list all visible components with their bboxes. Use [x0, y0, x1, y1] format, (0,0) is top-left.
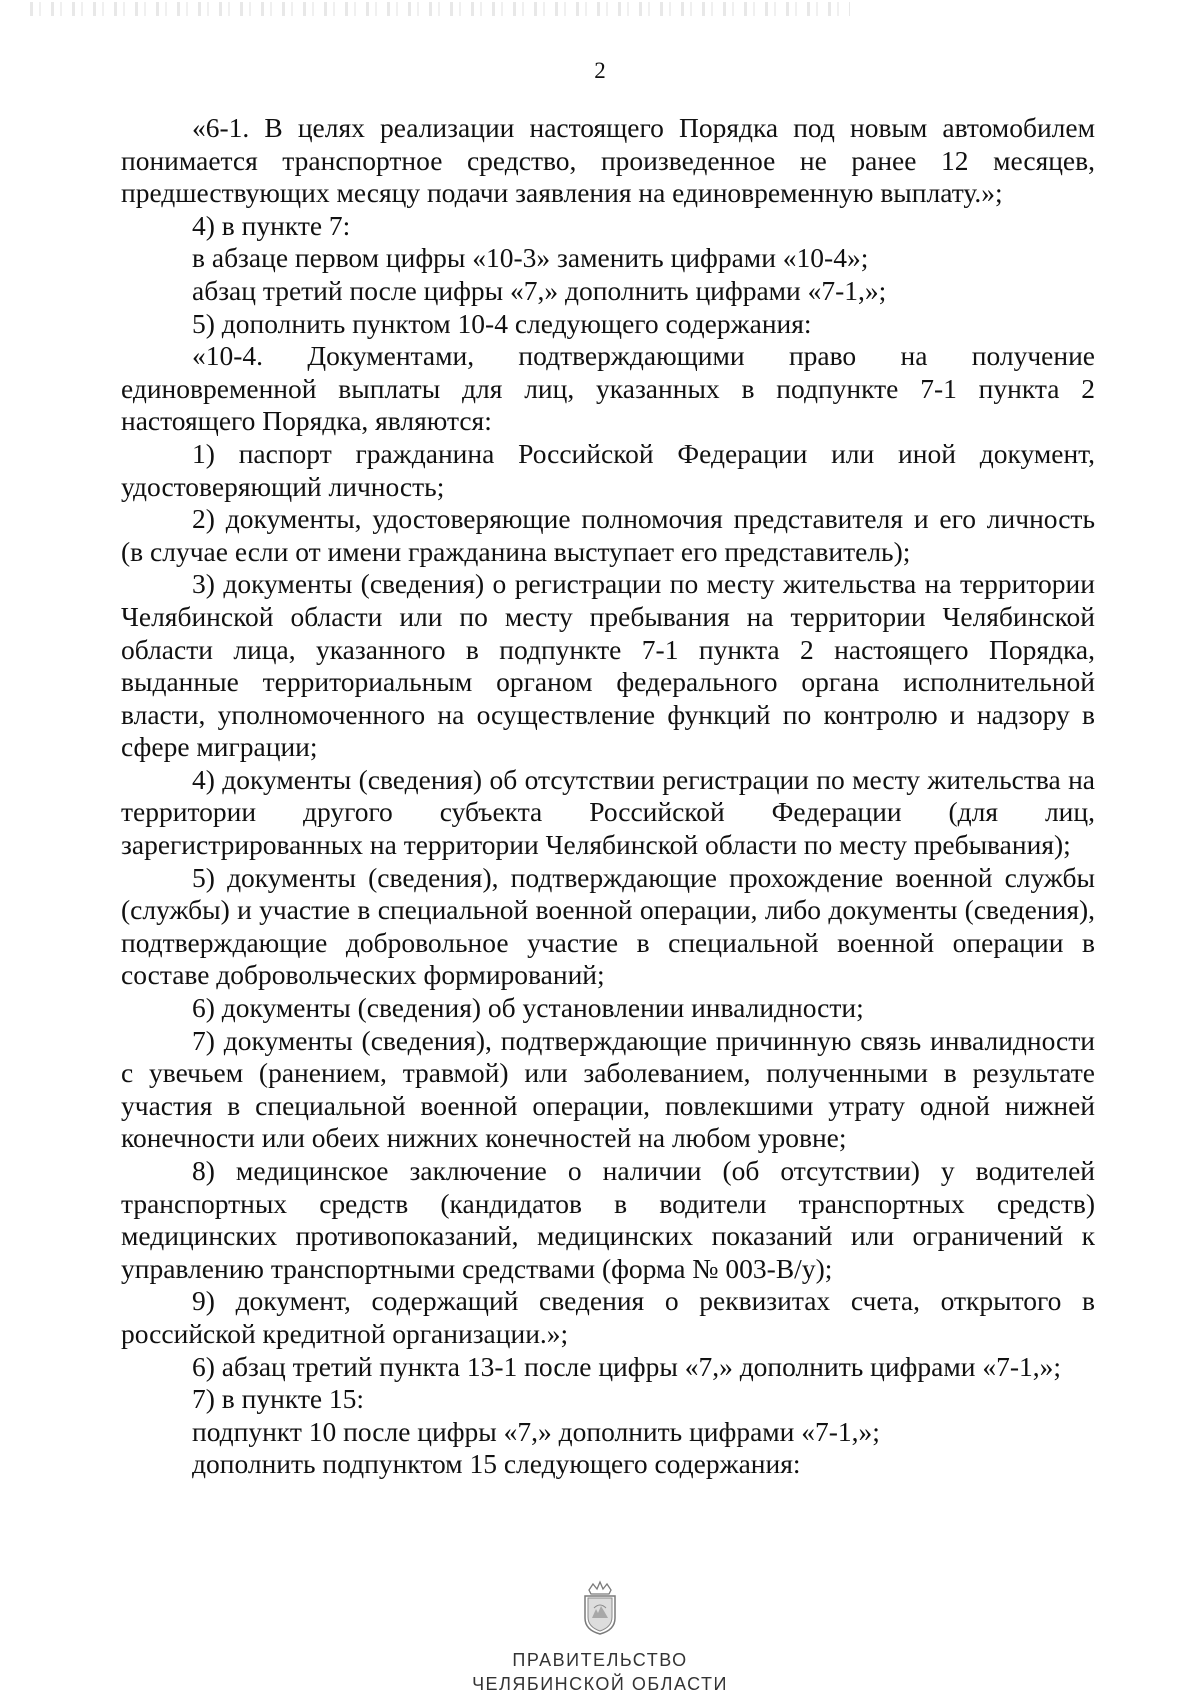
paragraph: 7) в пункте 15: — [192, 1383, 365, 1415]
paragraph: 2) документы, удостоверяющие полномочия представителя и его личность (в случае если от имени гражданина выступает его представитель); — [121, 503, 1095, 567]
coat-of-arms-icon — [575, 1578, 625, 1636]
paragraph: 1) паспорт гражданина Российской Федерации или иной документ, удостоверяющий личность; — [121, 437, 1095, 502]
paragraph: подпункт 10 после цифры «7,» дополнить цифрами «7-1,»; — [192, 1415, 880, 1447]
government-name-line1: ПРАВИТЕЛЬСТВО — [512, 1650, 688, 1670]
document-body — [121, 112, 1095, 1481]
page-number: 2 — [594, 58, 606, 83]
government-stamp — [0, 1578, 1200, 1696]
paragraph: 3) документы (сведения) о регистрации по месту жительства на территории Челябинской области или по месту пребывания на территории Челябинской области лица, указанного в подпункте 7-1 пункта 2 настоящего Порядка, выданные территориальным органом федерального органа исполнительной власти, уполномоченного на осуществление функций по контролю и надзору в сфере миграции; — [121, 568, 1095, 763]
paragraph: 8) медицинское заключение о наличии (об отсутствии) у водителей транспортных средств (кандидатов в водители транспортных средств) медицинских противопоказаний, медицинских показаний или ограничений к управлению транспортными средствами (форма № 003-В/у); — [121, 1155, 1095, 1284]
paragraph: дополнить подпунктом 15 следующего содержания: — [192, 1448, 801, 1480]
paragraph: 5) документы (сведения), подтверждающие прохождение военной службы (службы) и участие в специальной военной операции, либо документы (сведения), подтверждающие добровольное участие в специальной военной операции в составе добровольческих формирований; — [121, 861, 1095, 991]
paragraph: 6) абзац третий пункта 13-1 после цифры «7,» дополнить цифрами «7-1,»; — [192, 1350, 1062, 1382]
paragraph: 5) дополнить пунктом 10-4 следующего содержания: — [192, 307, 812, 339]
government-name-line2: ЧЕЛЯБИНСКОЙ ОБЛАСТИ — [472, 1674, 728, 1694]
paragraph: 6) документы (сведения) об установлении инвалидности; — [192, 992, 864, 1024]
paragraph: 4) документы (сведения) об отсутствии регистрации по месту жительства на территории другого субъекта Российской Федерации (для лиц, зарегистрированных на территории Челябинской области по месту пребывания); — [121, 763, 1095, 861]
paragraph: 9) документ, содержащий сведения о реквизитах счета, открытого в российской кредитной организации.»; — [121, 1285, 1095, 1349]
scan-artifact — [30, 2, 850, 16]
paragraph: 7) документы (сведения), подтверждающие причинную связь инвалидности с увечьем (ранением, травмой) или заболеванием, полученными в результате участия в специальной военной операции, повлекшими утрату одной нижней конечности или обеих нижних конечностей на любом уровне; — [121, 1024, 1095, 1154]
paragraph: «6-1. В целях реализации настоящего Порядка под новым автомобилем понимается транспортное средство, произведенное не ранее 12 месяцев, предшествующих месяцу подачи заявления на единовременную выплату.»; — [121, 112, 1095, 209]
paragraph: 4) в пункте 7: — [192, 209, 351, 241]
paragraph: абзац третий после цифры «7,» дополнить цифрами «7-1,»; — [192, 274, 887, 306]
paragraph: «10-4. Документами, подтверждающими право на получение единовременной выплаты для лиц, указанных в подпункте 7-1 пункта 2 настоящего Порядка, являются: — [121, 340, 1095, 437]
paragraph: в абзаце первом цифры «10-3» заменить цифрами «10-4»; — [192, 242, 869, 274]
